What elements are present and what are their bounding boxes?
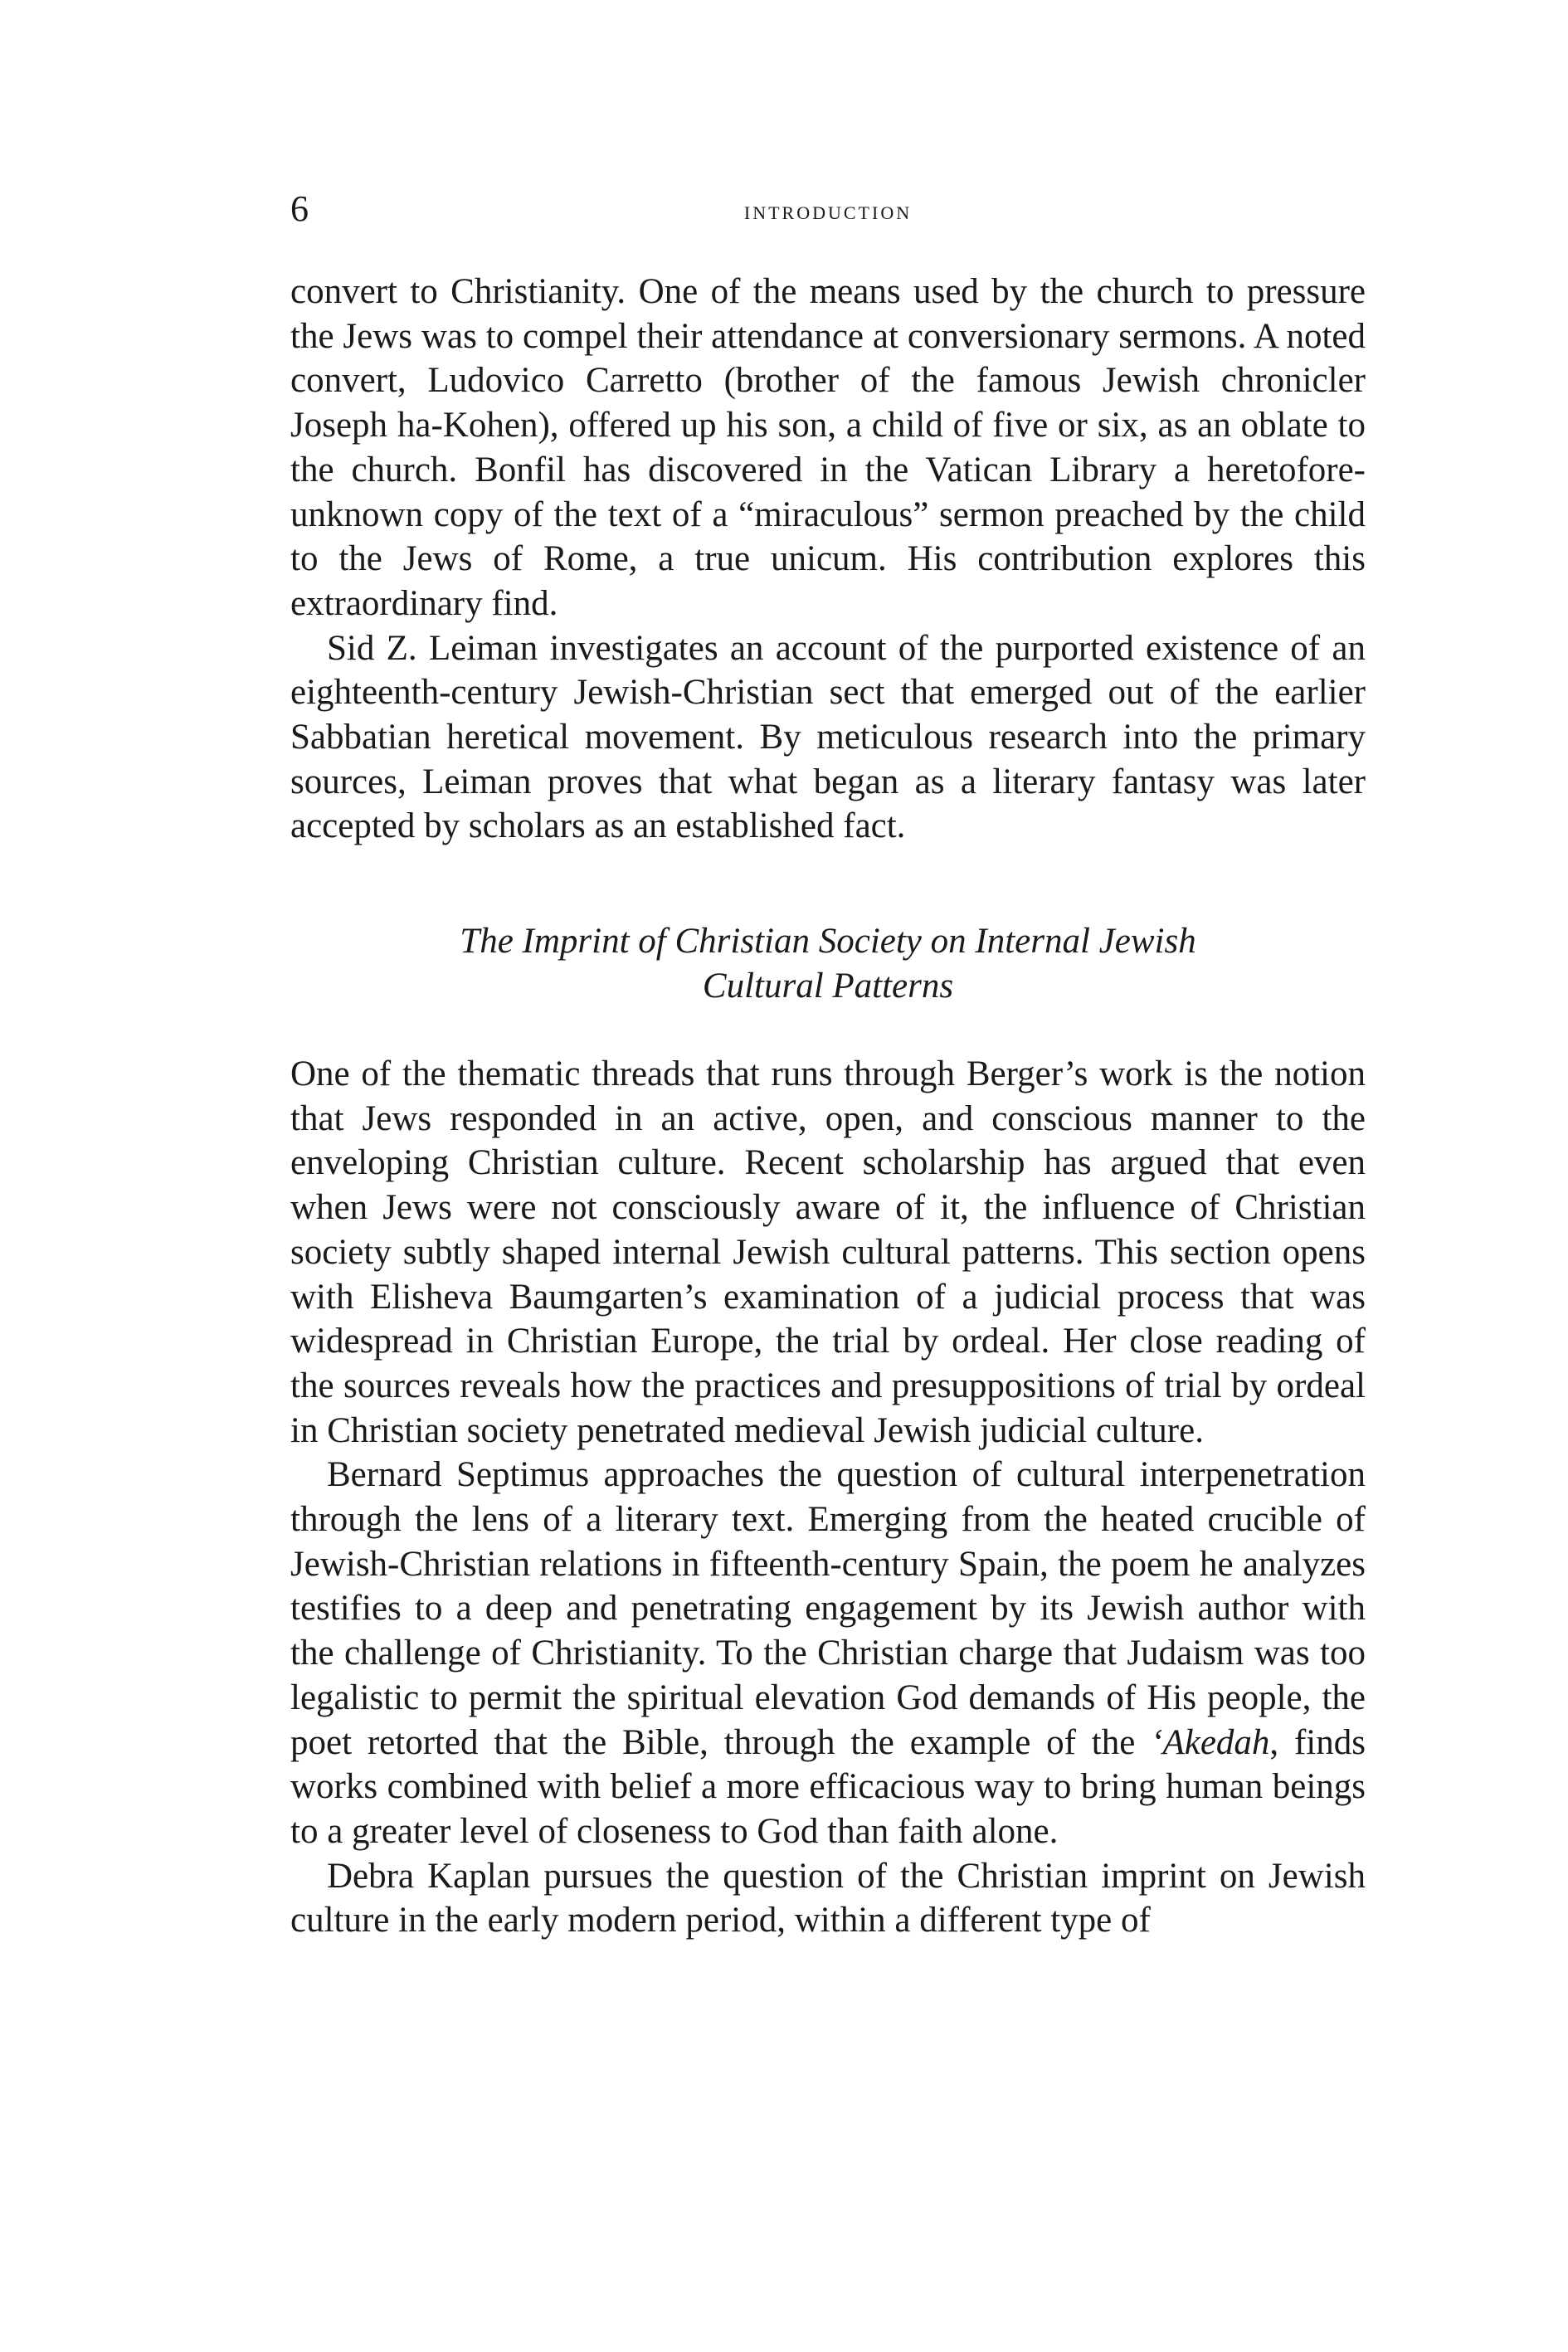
paragraph-thematic-threads: One of the thematic threads that runs through Berger’s work is the notion that Jews responded in an active, open, and conscious manner to the enveloping Christian culture. Recent scholarship has argued that even when Jews were not consciously aware of it, the influence of Christian society subtly shaped internal Jewish cultural patterns. This section opens with Elisheva Baumgarten’s examination of a judicial process that was widespread in Christian Europe, the trial by ordeal. Her close reading of the sources reveals how the practices and presuppositions of trial by ordeal in Christian society penetrated medieval Jewish judicial culture. (290, 1054, 1366, 1450)
section-heading (290, 919, 1366, 1008)
body-text-before-heading (290, 270, 1366, 849)
paragraph-septimus-text-b: , finds works combined with belief a more efficacious way to bring human beings to a greater level of closeness to God than faith alone. (290, 1722, 1366, 1851)
paragraph-septimus-text-a: Bernard Septimus approaches the question of cultural interpenetration through the lens of a literary text. Emerging from the heated crucible of Jewish-Christian relations in fifteenth-century Spain, the poem he analyzes testifies to a deep and penetrating engagement by its Jewish author with the challenge of Christianity. To the Christian charge that Judaism was too legalistic to permit the spiritual elevation God demands of His people, the poet retorted that the Bible, through the example of the (290, 1455, 1366, 1762)
page-number: 6 (290, 188, 309, 229)
paragraph-leiman: Sid Z. Leiman investigates an account of the purported existence of an eighteenth-century Jewish-Christian sect that emerged out of the earlier Sabbatian heretical movement. By meticulous research into the primary sources, Leiman proves that what began as a literary fantasy was later accepted by scholars as an established fact. (290, 628, 1366, 846)
paragraph-continued: convert to Christianity. One of the means used by the church to pressure the Jews was to compel their attendance at conversionary sermons. A noted convert, Ludovico Carretto (brother of the famous Jewish chronicler Joseph ha-Kohen), offered up his son, a child of five or six, as an oblate to the church. Bonfil has discovered in the Vatican Library a heretofore-unknown copy of the text of a “miraculous” sermon preached by the child to the Jews of Rome, a true unicum. His contribution explores this extraordinary find. (290, 272, 1366, 623)
running-title: introduction (743, 196, 913, 225)
section-heading-line-2: Cultural Patterns (702, 966, 954, 1006)
paragraph-septimus (290, 1453, 1366, 1853)
section-heading-line-1: The Imprint of Christian Society on Internal Jewish (460, 922, 1196, 961)
paragraph-kaplan: Debra Kaplan pursues the question of the Christian imprint on Jewish culture in the early modern period, within a different type of (290, 1856, 1366, 1941)
akedah-term: ‘Akedah (1151, 1722, 1270, 1762)
running-head (290, 184, 1366, 234)
body-text-after-heading (290, 1052, 1366, 1943)
